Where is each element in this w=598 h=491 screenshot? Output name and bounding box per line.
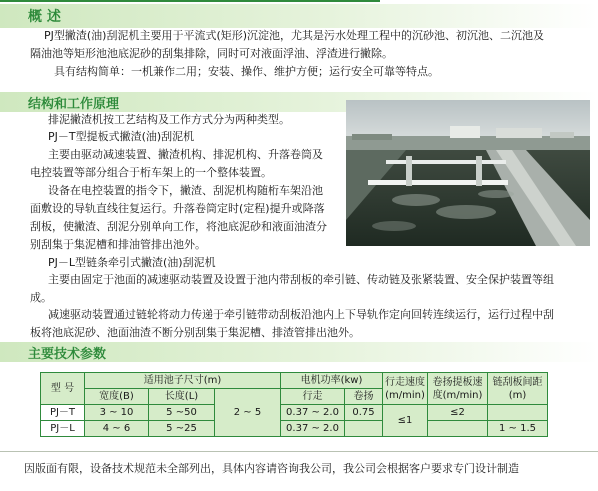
header-lift-speed: 卷扬提板速度(m/min) bbox=[428, 373, 488, 405]
cell-lift-speed bbox=[428, 421, 488, 437]
structure-line: 主要由固定于池面的减速驱动装置及设置于池内带刮板的牵引链、传动链及张紧装置、安全保护装置等组 bbox=[48, 273, 554, 286]
header-winch: 卷扬 bbox=[345, 389, 383, 405]
cell-depth: 2 ~ 5 bbox=[215, 389, 281, 437]
overview-title: 概 述 bbox=[28, 9, 61, 25]
table-row bbox=[41, 405, 548, 421]
structure-line: 板将池底泥砂、池面油渣不断分别刮集于集泥槽、排渣管排出池外。 bbox=[30, 326, 360, 339]
overview-line-3: 具有结构简单：一机兼作二用；安装、操作、维护方便；运行安全可靠等特点。 bbox=[54, 65, 439, 78]
overview-header bbox=[0, 4, 598, 28]
cell-length: 5 ~50 bbox=[149, 405, 215, 421]
header-travel: 行走 bbox=[281, 389, 345, 405]
cell-chain-spacing: 1 ~ 1.5 bbox=[488, 421, 548, 437]
structure-line: 排泥撇渣机按工艺结构及工作方式分为两种类型。 bbox=[48, 113, 290, 126]
structure-line: 面敷设的导轨直线往复运行。升落卷筒定时(定程)提升或降落 bbox=[30, 202, 325, 215]
structure-title: 结构和工作原理 bbox=[28, 97, 120, 112]
footer-divider bbox=[0, 451, 598, 452]
cell-width: 4 ~ 6 bbox=[85, 421, 149, 437]
structure-line: 主要由驱动减速装置、撇渣机构、排泥机构、升落卷筒及 bbox=[48, 148, 323, 161]
table-row bbox=[41, 421, 548, 437]
structure-line: PJ－L型链条牵引式撇渣(油)刮泥机 bbox=[48, 256, 216, 269]
cell-model: PJ－T bbox=[41, 405, 85, 421]
structure-line: PJ－T型提板式撇渣(油)刮泥机 bbox=[48, 130, 195, 143]
params-title: 主要技术参数 bbox=[28, 347, 107, 362]
structure-line: 电控装置等部分组合于桁车架上的一个整体装置。 bbox=[30, 166, 272, 179]
top-accent-line bbox=[0, 0, 380, 2]
cell-width: 3 ~ 10 bbox=[85, 405, 149, 421]
spec-table bbox=[40, 372, 548, 437]
header-model: 型 号 bbox=[41, 373, 85, 405]
cell-winch: 0.75 bbox=[345, 405, 383, 421]
structure-line: 设备在电控装置的指令下，撇渣、刮泥机构随桁车架沿池 bbox=[48, 184, 323, 197]
header-motor-power: 电机功率(kw) bbox=[281, 373, 383, 389]
cell-travel: 0.37 ~ 2.0 bbox=[281, 405, 345, 421]
cell-model: PJ－L bbox=[41, 421, 85, 437]
overview-line-1: PJ型撇渣(油)刮泥机主要用于平流式(矩形)沉淀池，尤其是污水处理工程中的沉砂池、初沉池、二沉池及 bbox=[44, 29, 545, 42]
header-width: 宽度(B) bbox=[85, 389, 149, 405]
structure-line: 成。 bbox=[30, 291, 52, 304]
params-header bbox=[0, 342, 598, 362]
cell-length: 5 ~25 bbox=[149, 421, 215, 437]
header-travel-speed: 行走速度(m/min) bbox=[383, 373, 428, 405]
cell-travel-speed: ≤1 bbox=[383, 405, 428, 437]
header-length: 长度(L) bbox=[149, 389, 215, 405]
overview-line-2: 隔油池等矩形池池底泥砂的刮集排除，同时可对液面浮油、浮渣进行撇除。 bbox=[30, 47, 393, 60]
structure-line: 刮板，使撇渣、刮泥分别单向工作，将池底泥砂和液面油渣分 bbox=[30, 220, 327, 233]
footer-note: 因版面有限，设备技术规范未全部列出，具体内容请咨询我公司，我公司会根据客户要求专门设计制造 bbox=[24, 462, 519, 475]
structure-line: 减速驱动装置通过链轮将动力传递于牵引链带动刮板沿池内上下导轨作定向回转连续运行，运行过程中刮 bbox=[48, 308, 554, 321]
header-chain-spacing: 链刮板间距(m) bbox=[488, 373, 548, 405]
cell-lift-speed: ≤2 bbox=[428, 405, 488, 421]
cell-travel: 0.37 ~ 2.0 bbox=[281, 421, 345, 437]
equipment-photo bbox=[346, 100, 590, 246]
cell-chain-spacing bbox=[488, 405, 548, 421]
cell-winch bbox=[345, 421, 383, 437]
header-pool-size: 适用池子尺寸(m) bbox=[85, 373, 281, 389]
structure-line: 别刮集于集泥槽和排油管排出池外。 bbox=[30, 238, 206, 251]
